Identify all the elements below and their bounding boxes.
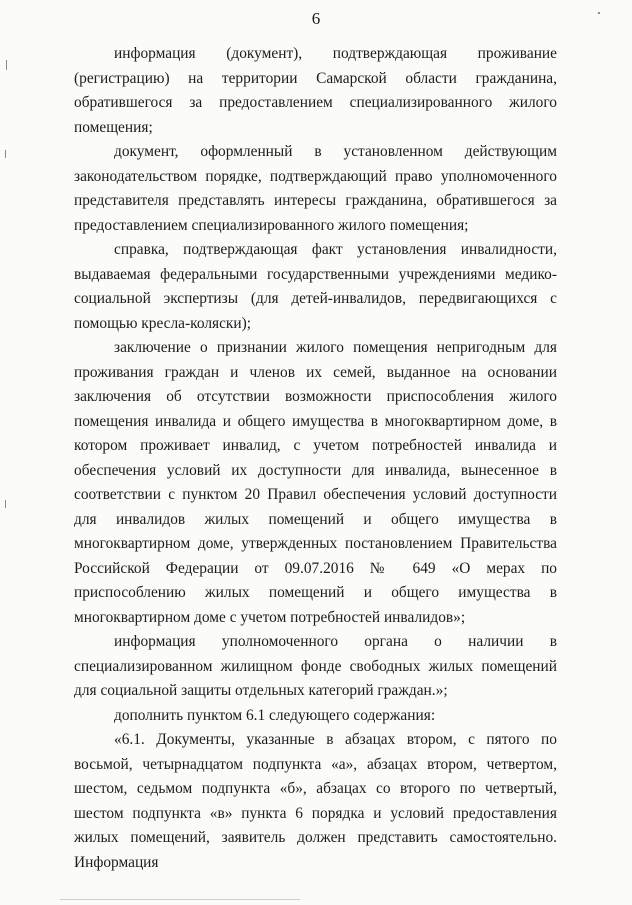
paragraph-housing-conclusion: заключение о признании жилого помещения непригодным для проживания граждан и членов их семей, выданное на основании заключения об отсутствии возможности приспособления жилого помещения инвалида и общего имущества в многоквартирном доме, в котором проживает инвалид, с учетом потребностей инвалида и обеспечения условий их доступности для инвалида, вынесенное в соответствии с пунктом 20 Правил обеспечения условий доступности для инвалидов жилых помещений и общего имущества в многоквартирном доме, утвержденных постановлением Правительства Российской Федерации от 09.07.2016 № 649 «О мерах по приспособлению жилых помещений и общего имущества в многоквартирном доме с учетом потребностей инвалидов»; <box>74 339 557 626</box>
scan-mark-left-3 <box>5 500 6 508</box>
paragraph-disability-certificate: справка, подтверждающая факт установления инвалидности, выдаваемая федеральными государственными учреждениями медико-социальной экспертизы (для детей-инвалидов, передвигающихся с помощью кресла-коляски); <box>74 241 557 332</box>
paragraph-authority-information: информация уполномоченного органа о наличии в специализированном жилищном фонде свободных жилых помещений для социальной защиты отдельных категорий граждан.»; <box>74 633 557 699</box>
paragraph-clause-6-1: «6.1. Документы, указанные в абзацах втором, с пятого по восьмой, четырнадцатом подпункта «а», абзацах втором, четвертом, шестом, седьмом подпункта «б», абзацах со второго по четвертый, шестом подпункта «в» пункта 6 порядка и условий предоставления жилых помещений, заявитель должен представить самостоятельно. Информация <box>74 731 557 871</box>
scan-mark-left-2 <box>5 150 6 158</box>
paragraph-add-clause: дополнить пунктом 6.1 следующего содержания: <box>114 706 436 724</box>
page-number: 6 <box>311 9 321 28</box>
document-body <box>74 42 557 875</box>
scan-mark-top-right <box>598 12 600 14</box>
scan-mark-left-1 <box>6 60 7 70</box>
page-bottom-edge <box>60 899 300 900</box>
paragraph-residence-info: информация (документ), подтверждающая проживание (регистрацию) на территории Самарской области гражданина, обратившегося за предоставлением специализированного жилого помещения; <box>74 45 557 136</box>
paragraph-representative-document: документ, оформленный в установленном действующим законодательством порядке, подтверждающий право уполномоченного представителя представлять интересы гражданина, обратившегося за предоставлением специализированного жилого помещения; <box>74 143 557 234</box>
